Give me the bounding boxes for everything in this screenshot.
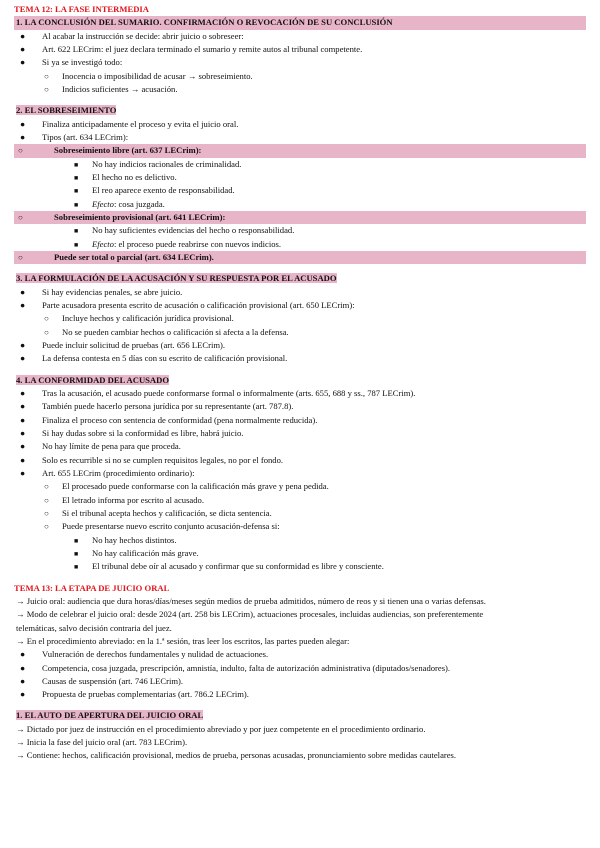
list-item: ● Vulneración de derechos fundamentales y nulidad de actuaciones.: [14, 648, 586, 661]
disc-bullet-icon: ●: [20, 118, 26, 129]
paragraph-line: → Contiene: hechos, calificación provisional, medios de prueba, personas acusadas, pronunciamiento sobre medidas cautelares.: [16, 750, 457, 761]
list-item: ● Puede incluir solicitud de pruebas (art. 656 LECrim).: [14, 339, 586, 352]
list-item: ■ El hecho no es delictivo.: [74, 171, 177, 182]
paragraph-line: telemáticas, salvo decisión contraria del juez.: [16, 622, 172, 633]
effect-label: Efecto: [92, 238, 114, 249]
list-item: ○ El letrado informa por escrito al acusado.: [14, 494, 586, 507]
list-item: ● No hay límite de pena para que proceda.: [14, 440, 586, 453]
paragraph-line: → Dictado por juez de instrucción en el procedimiento abreviado y por juez competente en el procedimiento ordinario.: [16, 723, 426, 734]
square-bullet-icon: ■: [74, 200, 79, 209]
paragraph-line: → Modo de celebrar el juicio oral: desde 2024 (art. 258 bis LECrim), actuaciones procesales, incluidas audiencias, son preferentemente: [16, 609, 484, 620]
effect-label: Efecto: [92, 198, 114, 209]
disc-bullet-icon: ●: [20, 689, 26, 700]
list-item: ○ Puede presentarse nuevo escrito conjunto acusación-defensa si:: [14, 520, 586, 533]
disc-bullet-icon: ●: [20, 675, 26, 686]
spacer: [14, 96, 586, 104]
list-item: ■ El tribunal debe oír al acusado y confirmar que su conformidad es libre y consciente.: [74, 561, 384, 572]
section-heading: 1. LA CONCLUSIÓN DEL SUMARIO. CONFIRMACIÓN O REVOCACIÓN DE SU CONCLUSIÓN: [14, 16, 586, 29]
square-bullet-icon: ■: [74, 187, 79, 196]
section-heading: 3. LA FORMULACIÓN DE LA ACUSACIÓN Y SU RESPUESTA POR EL ACUSADO: [16, 273, 337, 284]
square-bullet-icon: ■: [74, 240, 79, 249]
disc-bullet-icon: ●: [20, 467, 26, 478]
list-item: ● Propuesta de pruebas complementarias (art. 786.2 LECrim).: [14, 688, 586, 701]
square-bullet-icon: ■: [74, 173, 79, 182]
hollow-bullet-icon: ○: [44, 495, 49, 505]
section-heading: 4. LA CONFORMIDAD DEL ACUSADO: [16, 374, 170, 385]
hollow-bullet-icon: ○: [44, 508, 49, 518]
disc-bullet-icon: ●: [20, 387, 26, 398]
hollow-bullet-icon: ○: [18, 146, 23, 156]
list-item: ● Solo es recurrible si no se cumplen requisitos legales, no por el fondo.: [14, 454, 586, 467]
list-item: ■ No hay hechos distintos.: [74, 534, 177, 545]
disc-bullet-icon: ●: [20, 340, 26, 351]
hollow-bullet-icon: ○: [18, 252, 23, 262]
square-bullet-icon: ■: [74, 536, 79, 545]
list-item: ● Si ya se investigó todo:: [14, 56, 586, 69]
list-item: ■ No hay calificación más grave.: [74, 548, 199, 559]
list-item: ● Finaliza anticipadamente el proceso y evita el juicio oral.: [14, 118, 586, 131]
list-item: ● Tipos (art. 634 LECrim):: [14, 131, 586, 144]
list-item: ■ El reo aparece exento de responsabilidad.: [74, 185, 235, 196]
list-item: [14, 198, 586, 211]
topic-title: TEMA 12: LA FASE INTERMEDIA: [14, 4, 149, 14]
disc-bullet-icon: ●: [20, 649, 26, 660]
list-item: ● Parte acusadora presenta escrito de acusación o calificación provisional (art. 650 LECrim):: [14, 299, 586, 312]
list-item: ● También puede hacerlo persona jurídica por su representante (art. 787.8).: [14, 400, 586, 413]
list-item: ● Finaliza el proceso con sentencia de conformidad (pena normalmente reducida).: [14, 414, 586, 427]
effect-text: : el proceso puede reabrirse con nuevos indicios.: [113, 238, 281, 249]
list-item: ● Si hay evidencias penales, se abre juicio.: [14, 286, 586, 299]
list-item: ● Tras la acusación, el acusado puede conformarse formal o informalmente (arts. 655, 688 y ss., 787 LECrim).: [14, 387, 586, 400]
list-item: ● La defensa contesta en 5 días con su escrito de calificación provisional.: [14, 352, 586, 365]
subtype-item: ○ Sobreseimiento provisional (art. 641 LECrim):: [14, 211, 586, 224]
list-item: ○ Incluye hechos y calificación jurídica provisional.: [14, 312, 586, 325]
disc-bullet-icon: ●: [20, 353, 26, 364]
disc-bullet-icon: ●: [20, 299, 26, 310]
disc-bullet-icon: ●: [20, 662, 26, 673]
spacer: [14, 574, 586, 582]
disc-bullet-icon: ●: [20, 30, 26, 41]
disc-bullet-icon: ●: [20, 441, 26, 452]
disc-bullet-icon: ●: [20, 414, 26, 425]
list-item: ● Art. 622 LECrim: el juez declara terminado el sumario y remite autos al tribunal competente.: [14, 43, 586, 56]
disc-bullet-icon: ●: [20, 286, 26, 297]
hollow-bullet-icon: ○: [44, 327, 49, 337]
hollow-bullet-icon: ○: [44, 482, 49, 492]
square-bullet-icon: ■: [74, 563, 79, 572]
effect-text: : cosa juzgada.: [113, 198, 165, 209]
hollow-bullet-icon: ○: [44, 314, 49, 324]
list-item: ○ Inocencia o imposibilidad de acusar → sobreseimiento.: [14, 70, 586, 83]
paragraph-line: → Juicio oral: audiencia que dura horas/días/meses según medios de prueba admitidos, número de reos y si tienen una o varias defensas.: [16, 595, 486, 606]
spacer: [14, 366, 586, 374]
section-heading: 2. EL SOBRESEIMIENTO: [16, 105, 117, 116]
disc-bullet-icon: ●: [20, 401, 26, 412]
paragraph-line: → En el procedimiento abreviado: en la 1.ª sesión, tras leer los escritos, las partes pueden alegar:: [16, 635, 350, 646]
list-item: ● Al acabar la instrucción se decide: abrir juicio o sobreseer:: [14, 30, 586, 43]
list-item: ○ No se pueden cambiar hechos o calificación si afecta a la defensa.: [14, 326, 586, 339]
subtype-item: ○ Sobreseimiento libre (art. 637 LECrim):: [14, 144, 586, 157]
paragraph-line: → Inicia la fase del juicio oral (art. 783 LECrim).: [16, 737, 188, 748]
spacer: [14, 264, 586, 272]
hollow-bullet-icon: ○: [44, 84, 49, 94]
hollow-bullet-icon: ○: [44, 522, 49, 532]
list-item: ○ Indicios suficientes → acusación.: [14, 83, 586, 96]
disc-bullet-icon: ●: [20, 57, 26, 68]
list-item: ■ No hay suficientes evidencias del hecho o responsabilidad.: [74, 225, 295, 236]
square-bullet-icon: ■: [74, 550, 79, 559]
list-item: ○ Si el tribunal acepta hechos y calificación, se dicta sentencia.: [14, 507, 586, 520]
topic-title: TEMA 13: LA ETAPA DE JUICIO ORAL: [14, 582, 170, 593]
square-bullet-icon: ■: [74, 227, 79, 236]
disc-bullet-icon: ●: [20, 427, 26, 438]
list-item: ○ El procesado puede conformarse con la calificación más grave y pena pedida.: [14, 480, 586, 493]
disc-bullet-icon: ●: [20, 454, 26, 465]
section-heading: 1. EL AUTO DE APERTURA DEL JUICIO ORAL: [16, 710, 204, 721]
list-item: ● Art. 655 LECrim (procedimiento ordinario):: [14, 467, 586, 480]
hollow-bullet-icon: ○: [18, 212, 23, 222]
list-item: ■ No hay indicios racionales de criminalidad.: [74, 158, 242, 169]
list-item: ● Si hay dudas sobre si la conformidad es libre, habrá juicio.: [14, 427, 586, 440]
disc-bullet-icon: ●: [20, 131, 26, 142]
square-bullet-icon: ■: [74, 160, 79, 169]
list-item: ● Competencia, cosa juzgada, prescripción, amnistía, indulto, falta de autorización administrativa (diputados/senadores).: [14, 662, 586, 675]
spacer: [14, 701, 586, 709]
subtype-item: ○ Puede ser total o parcial (art. 634 LECrim).: [14, 251, 586, 264]
list-item: ● Causas de suspensión (art. 746 LECrim).: [14, 675, 586, 688]
disc-bullet-icon: ●: [20, 43, 26, 54]
list-item: [14, 238, 586, 251]
hollow-bullet-icon: ○: [44, 71, 49, 81]
